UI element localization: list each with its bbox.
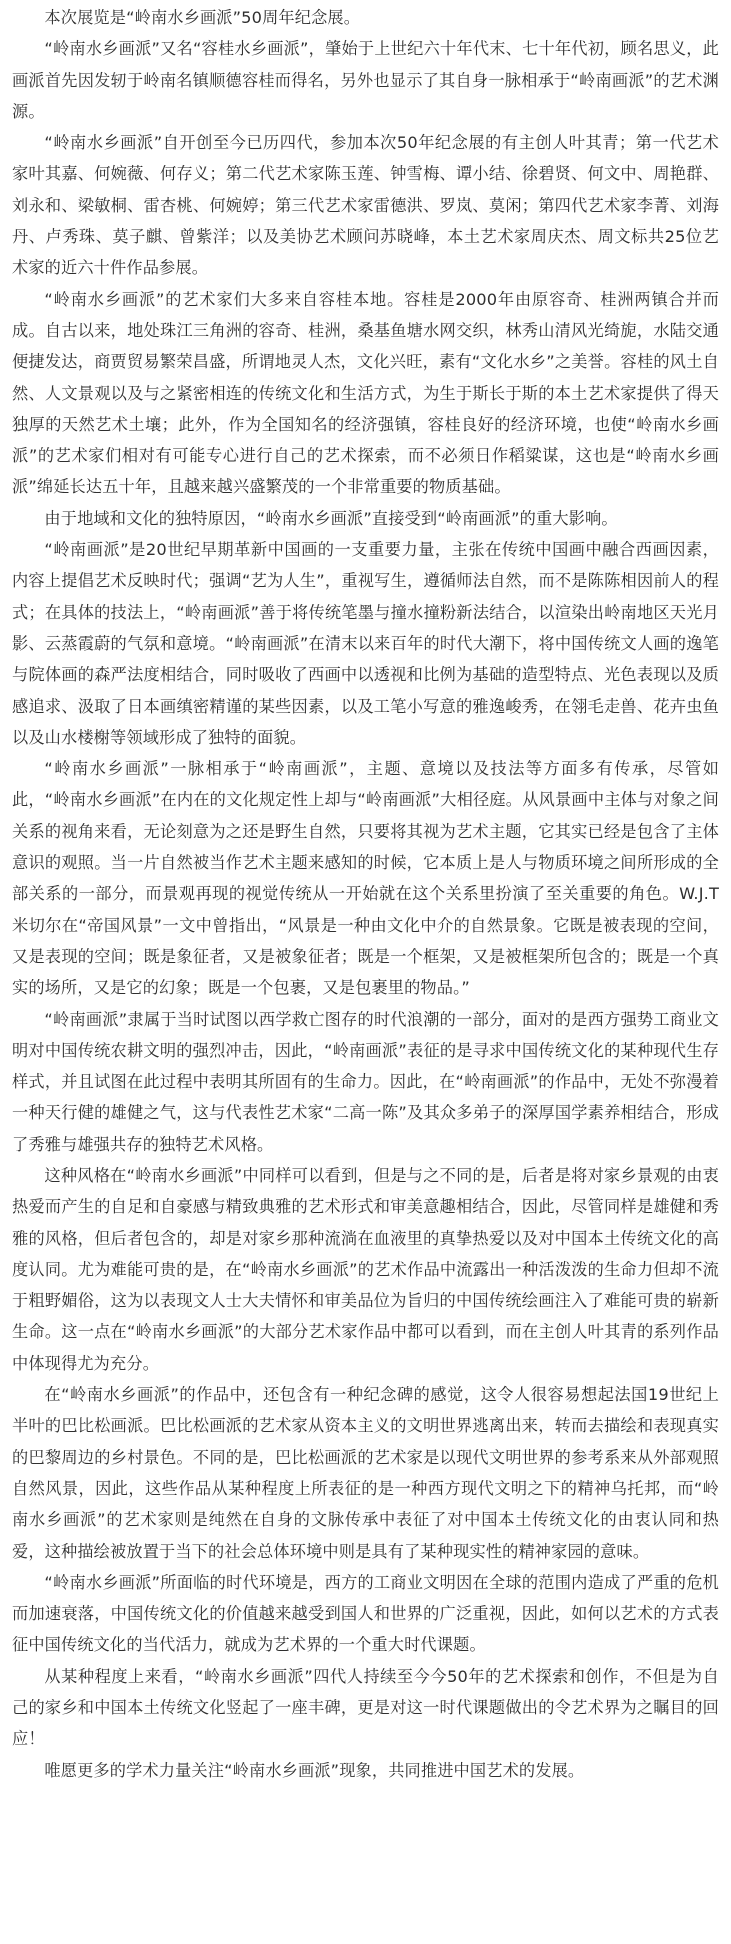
paragraph-lingnan-school: “岭南画派”是20世纪早期革新中国画的一支重要力量，主张在传统中国画中融合西画因素，内容上提倡艺术反映时代；强调“艺为人生”，重视写生，遵循师法自然，而不是陈陈相因前人的程式；在具体的技法上，“岭南画派”善于将传统笔墨与撞水撞粉新法结合，以渲染出岭南地区天光月影、云蒸霞蔚的气氛和意境。“岭南画派”在清末以来百年的时代大潮下，将中国传统文人画的逸笔与院体画的森严法度相结合，同时吸收了西画中以透视和比例为基础的造型特点、光色表现以及质感追求、汲取了日本画缜密精谨的某些因素，以及工笔小写意的雅逸峻秀，在翎毛走兽、花卉虫鱼以及山水楼榭等领域形成了独特的面貌。 <box>12 540 719 747</box>
paragraph-historical-context: “岭南画派”隶属于当时试图以西学救亡图存的时代浪潮的一部分，面对的是西方强势工商业文明对中国传统农耕文明的强烈冲击，因此，“岭南画派”表征的是寻求中国传统文化的某种现代生存样式，并且试图在此过程中表明其所固有的生命力。因此，在“岭南画派”的作品中，无处不弥漫着一种天行健的雄健之气，这与代表性艺术家“二高一陈”及其众多弟子的深厚国学素养相结合，形成了秀雅与雄强共存的独特艺术风格。 <box>12 1009 719 1154</box>
paragraph-exhibition-intro: 本次展览是“岭南水乡画派”50周年纪念展。 <box>44 8 361 27</box>
paragraph-achievement: 从某种程度上来看，“岭南水乡画派”四代人持续至今今50年的艺术探索和创作，不但是为自己的家乡和中国本土传统文化竖起了一座丰碑，更是对这一时代课题做出的令艺术界为之瞩目的回应！ <box>12 1666 719 1749</box>
paragraph-school-origin: “岭南水乡画派”又名“容桂水乡画派”，肇始于上世纪六十年代末、七十年代初，顾名思义，此画派首先因发轫于岭南名镇顺德容桂而得名，另外也显示了其自身一脉相承于“岭南画派”的艺术渊源。 <box>12 39 719 121</box>
paragraph-barbizon-comparison: 在“岭南水乡画派”的作品中，还包含有一种纪念碑的感觉，这令人很容易想起法国19世纪上半叶的巴比松画派。巴比松画派的艺术家从资本主义的文明世界逃离出来，转而去描绘和表现真实的巴黎周边的乡村景色。不同的是，巴比松画派的艺术家是以现代文明世界的参考系来从外部观照自然风景，因此，这些作品从某种程度上所表征的是一种西方现代文明之下的精神乌托邦，而“岭南水乡画派”的艺术家则是纯然在自身的文脉传承中表征了对中国本土传统文化的由衷认同和热爱，这种描绘被放置于当下的社会总体环境中则是具有了某种现实性的精神家园的意味。 <box>12 1385 719 1561</box>
paragraph-style-comparison: 这种风格在“岭南水乡画派”中同样可以看到，但是与之不同的是，后者是将对家乡景观的由衷热爱而产生的自足和自豪感与精致典雅的艺术形式和审美意趣相结合，因此，尽管同样是雄健和秀雅的风格，但后者包含的，却是对家乡那种流淌在血液里的真挚热爱以及对中国本土传统文化的高度认同。尤为难能可贵的是，在“岭南水乡画派”的艺术作品中流露出一种活泼泼的生命力但却不流于粗野媚俗，这为以表现文人士大夫情怀和审美品位为旨归的中国传统绘画注入了难能可贵的崭新生命。这一点在“岭南水乡画派”的大部分艺术家作品中都可以看到，而在主创人叶其青的系列作品中体现得尤为充分。 <box>12 1165 719 1373</box>
paragraph-landscape-theory: “岭南水乡画派”一脉相承于“岭南画派”，主题、意境以及技法等方面多有传承，尽管如此，“岭南水乡画派”在内在的文化规定性上却与“岭南画派”大相径庭。从风景画中主体与对象之间关系的视角来看，无论刻意为之还是野生自然，只要将其视为艺术主题，它其实已经是包含了主体意识的观照。当一片自然被当作艺术主题来感知的时候，它本质上是人与物质环境之间所形成的全部关系的一部分，而景观再现的视觉传统从一开始就在这个关系里扮演了至关重要的角色。W.J.T米切尔在“帝国风景”一文中曾指出，“风景是一种由文化中介的自然景象。它既是被表现的空间，又是表现的空间；既是象征者，又是被象征者；既是一个框架，又是被框架所包含的；既是一个真实的场所，又是它的幻象；既是一个包裹，又是包裹里的物品。” <box>12 759 719 998</box>
paragraph-lingnan-influence: 由于地域和文化的独特原因，“岭南水乡画派”直接受到“岭南画派”的重大影响。 <box>44 508 618 528</box>
paragraph-ronggui-background: “岭南水乡画派”的艺术家们大多来自容桂本地。容桂是2000年由原容奇、桂洲两镇合并而成。自古以来，地处珠江三角洲的容奇、桂洲，桑基鱼塘水网交织，林秀山清风光绮旎，水陆交通便捷发达，商贾贸易繁荣昌盛，所谓地灵人杰，文化兴旺，素有“文化水乡”之美誉。容桂的风土自然、人文景观以及与之紧密相连的传统文化和生活方式，为生于斯长于斯的本土艺术家提供了得天独厚的天然艺术土壤；此外，作为全国知名的经济强镇，容桂良好的经济环境，也使“岭南水乡画派”的艺术家们相对有可能专心进行自己的艺术探索，而不必须日作稻粱谋，这也是“岭南水乡画派”绵延长达五十年，且越来越兴盛繁茂的一个非常重要的物质基础。 <box>12 289 719 497</box>
paragraph-artists-list: “岭南水乡画派”自开创至今已历四代，参加本次50年纪念展的有主创人叶其青；第一代艺术家叶其嘉、何婉薇、何存义；第二代艺术家陈玉莲、钟雪梅、谭小结、徐碧贤、何文中、周艳群、刘永和、梁敏桐、雷杏桃、何婉婷；第三代艺术家雷德洪、罗岚、莫闲；第四代艺术家李菁、刘海丹、卢秀珠、莫子麒、曾紫洋；以及美协艺术顾问苏晓峰，本土艺术家周庆杰、周文标共25位艺术家的近六十件作品参展。 <box>12 133 719 278</box>
paragraph-era-challenge: “岭南水乡画派”所面临的时代环境是，西方的工商业文明因在全球的范围内造成了严重的危机而加速衰落，中国传统文化的价值越来越受到国人和世界的广泛重视，因此，如何以艺术的方式表征中国传统文化的当代活力，就成为艺术界的一个重大时代课题。 <box>12 1572 719 1655</box>
paragraph-closing-wish: 唯愿更多的学术力量关注“岭南水乡画派”现象，共同推进中国艺术的发展。 <box>44 1760 585 1780</box>
